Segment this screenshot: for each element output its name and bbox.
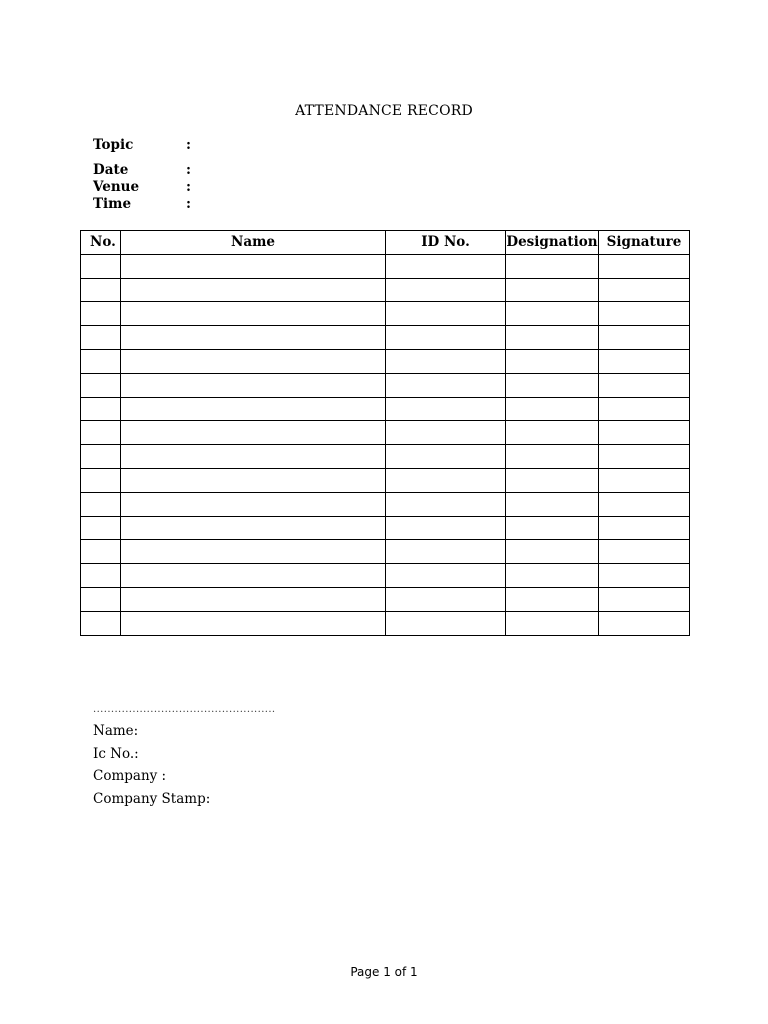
table-row bbox=[81, 373, 690, 397]
table-cell bbox=[386, 254, 506, 278]
page-number: Page 1 of 1 bbox=[350, 965, 418, 979]
table-cell bbox=[386, 421, 506, 445]
table-cell bbox=[81, 302, 121, 326]
table-cell bbox=[121, 373, 386, 397]
table-cell bbox=[599, 254, 690, 278]
table-cell bbox=[81, 564, 121, 588]
table-cell bbox=[121, 445, 386, 469]
table-cell bbox=[386, 397, 506, 421]
table-row bbox=[81, 445, 690, 469]
field-label-date: Date bbox=[93, 162, 129, 178]
table-cell bbox=[121, 326, 386, 350]
table-cell bbox=[506, 611, 599, 635]
column-header-designation: Designation bbox=[506, 231, 599, 255]
table-cell bbox=[81, 611, 121, 635]
table-cell bbox=[506, 564, 599, 588]
table-cell bbox=[386, 302, 506, 326]
table-cell bbox=[506, 278, 599, 302]
table-cell bbox=[599, 302, 690, 326]
table-cell bbox=[81, 468, 121, 492]
signoff-ic-no: Ic No.: bbox=[93, 745, 139, 762]
table-cell bbox=[121, 611, 386, 635]
table-cell bbox=[599, 492, 690, 516]
table-cell bbox=[81, 278, 121, 302]
table-cell bbox=[386, 349, 506, 373]
table-cell bbox=[121, 254, 386, 278]
table-cell bbox=[506, 349, 599, 373]
table-header-row bbox=[81, 231, 690, 255]
table-cell bbox=[386, 326, 506, 350]
signoff-name: Name: bbox=[93, 723, 139, 739]
field-separator: : bbox=[186, 179, 191, 195]
table-cell bbox=[81, 397, 121, 421]
table-cell bbox=[81, 587, 121, 611]
column-header-signature: Signature bbox=[599, 231, 690, 255]
table-cell bbox=[599, 611, 690, 635]
table-row bbox=[81, 540, 690, 564]
table-cell bbox=[506, 540, 599, 564]
table-cell bbox=[599, 421, 690, 445]
table-cell bbox=[506, 421, 599, 445]
table-cell bbox=[599, 516, 690, 540]
attendance-table-body bbox=[81, 254, 690, 635]
table-cell bbox=[599, 349, 690, 373]
field-separator: : bbox=[186, 137, 191, 153]
table-cell bbox=[599, 587, 690, 611]
field-label-venue: Venue bbox=[93, 179, 140, 195]
table-cell bbox=[81, 421, 121, 445]
table-cell bbox=[81, 492, 121, 516]
table-cell bbox=[506, 254, 599, 278]
table-cell bbox=[506, 373, 599, 397]
table-cell bbox=[121, 278, 386, 302]
table-row bbox=[81, 516, 690, 540]
table-cell bbox=[506, 492, 599, 516]
table-row bbox=[81, 492, 690, 516]
table-cell bbox=[506, 516, 599, 540]
table-cell bbox=[81, 373, 121, 397]
table-row bbox=[81, 587, 690, 611]
table-cell bbox=[121, 421, 386, 445]
table-cell bbox=[599, 278, 690, 302]
field-venue bbox=[93, 179, 191, 195]
attendance-table bbox=[80, 230, 690, 636]
table-cell bbox=[81, 445, 121, 469]
table-cell bbox=[599, 373, 690, 397]
table-row bbox=[81, 468, 690, 492]
table-cell bbox=[386, 373, 506, 397]
table-cell bbox=[506, 445, 599, 469]
table-cell bbox=[506, 468, 599, 492]
field-separator: : bbox=[186, 162, 191, 178]
table-cell bbox=[81, 540, 121, 564]
table-cell bbox=[386, 540, 506, 564]
table-cell bbox=[121, 397, 386, 421]
document-title: ATTENDANCE RECORD bbox=[295, 103, 473, 119]
table-cell bbox=[386, 278, 506, 302]
table-cell bbox=[599, 397, 690, 421]
table-cell bbox=[81, 349, 121, 373]
table-cell bbox=[599, 326, 690, 350]
table-row bbox=[81, 254, 690, 278]
table-cell bbox=[386, 516, 506, 540]
table-cell bbox=[386, 445, 506, 469]
table-cell bbox=[386, 468, 506, 492]
signature-dotted-line: ................................................... bbox=[93, 704, 276, 715]
signoff-company-stamp: Company Stamp: bbox=[93, 791, 211, 808]
table-cell bbox=[386, 611, 506, 635]
signoff-company: Company : bbox=[93, 768, 167, 785]
table-cell bbox=[121, 302, 386, 326]
column-header-no: No. bbox=[81, 231, 121, 255]
field-time bbox=[93, 196, 191, 212]
table-row bbox=[81, 302, 690, 326]
table-cell bbox=[121, 492, 386, 516]
table-cell bbox=[506, 397, 599, 421]
table-cell bbox=[81, 254, 121, 278]
table-row bbox=[81, 326, 690, 350]
table-row bbox=[81, 564, 690, 588]
table-cell bbox=[121, 564, 386, 588]
field-separator: : bbox=[186, 196, 191, 212]
table-cell bbox=[506, 302, 599, 326]
table-cell bbox=[121, 540, 386, 564]
field-label-topic: Topic bbox=[93, 137, 134, 153]
field-topic bbox=[93, 137, 191, 153]
column-header-name: Name bbox=[121, 231, 386, 255]
table-cell bbox=[386, 492, 506, 516]
field-date bbox=[93, 162, 191, 178]
table-row bbox=[81, 349, 690, 373]
table-cell bbox=[121, 349, 386, 373]
table-cell bbox=[599, 445, 690, 469]
table-cell bbox=[81, 516, 121, 540]
field-label-time: Time bbox=[93, 196, 132, 212]
table-cell bbox=[386, 587, 506, 611]
table-row bbox=[81, 421, 690, 445]
table-cell bbox=[386, 564, 506, 588]
signoff-block bbox=[93, 700, 276, 811]
table-cell bbox=[599, 564, 690, 588]
table-cell bbox=[81, 326, 121, 350]
table-cell bbox=[506, 326, 599, 350]
table-row bbox=[81, 611, 690, 635]
table-cell bbox=[506, 587, 599, 611]
table-cell bbox=[121, 468, 386, 492]
table-cell bbox=[121, 516, 386, 540]
table-cell bbox=[599, 540, 690, 564]
table-row bbox=[81, 278, 690, 302]
table-cell bbox=[121, 587, 386, 611]
table-row bbox=[81, 397, 690, 421]
column-header-id-no: ID No. bbox=[386, 231, 506, 255]
table-cell bbox=[599, 468, 690, 492]
